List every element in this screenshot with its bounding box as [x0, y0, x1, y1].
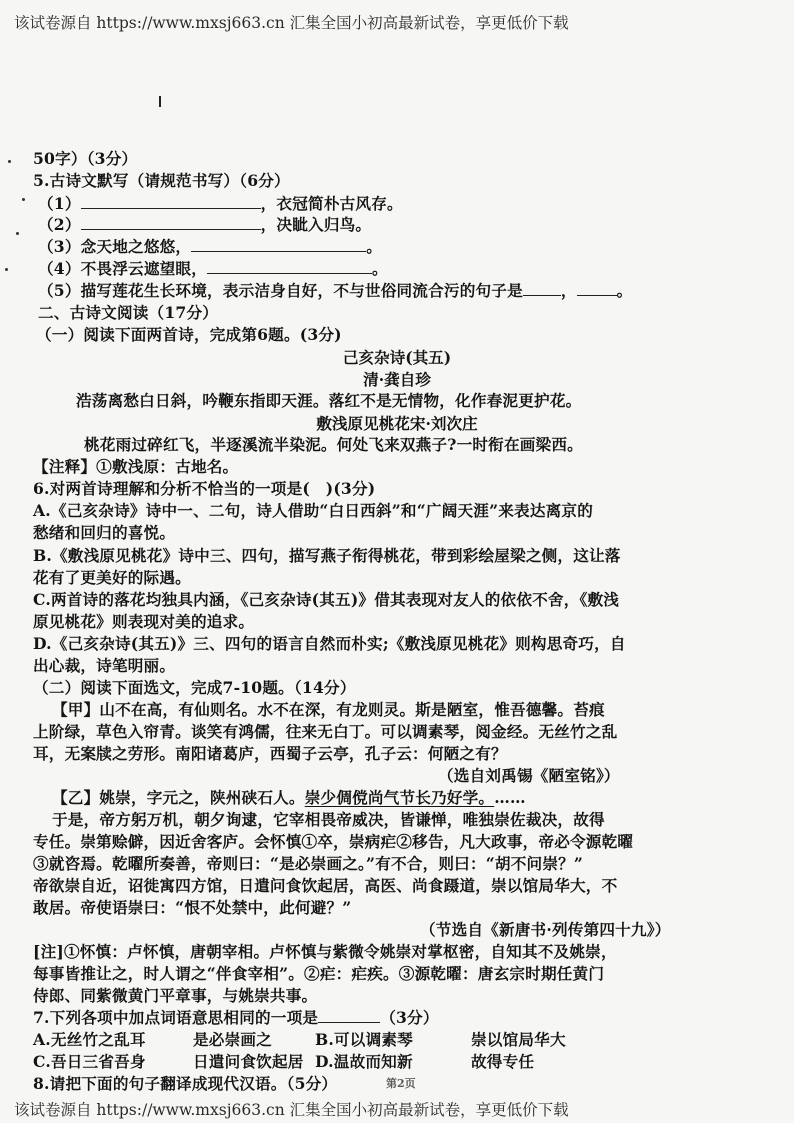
- watermark-bottom: 该试卷源自 https://www.mxsj663.cn 汇集全国小初高最新试卷，享更低价下载: [14, 1101, 569, 1119]
- recite-item-5: （5）描写莲花生长环境，表示洁身自好，不与世俗同流合污的句子是 ， 。: [38, 281, 633, 300]
- scan-mark: [159, 96, 161, 107]
- recite-item-4: （4）不畏浮云遮望眼， 。: [38, 259, 388, 278]
- underlined-sentence: 崇少倜傥尚气节长乃好学。: [304, 788, 495, 807]
- question-7-options-ab: [33, 1029, 566, 1051]
- question-6-option-b: B.《敷浅原见桃花》诗中三、四句，描写燕子衔得桃花，带到彩绘屋梁之侧，这让落: [33, 546, 621, 565]
- passage-a-line-1: 【甲】山不在高，有仙则名。水不在深，有龙则灵。斯是陋室，惟吾德馨。苔痕: [52, 700, 605, 719]
- question-6-option-a: A.《己亥杂诗》诗中一、二句，诗人借助“白日西斜”和“广阔天涯”来表达离京的: [33, 501, 594, 520]
- passage-note-1: [注]①怀慎：卢怀慎，唐朝宰相。卢怀慎与紫微令姚崇对掌枢密，自知其不及姚崇，: [33, 942, 617, 961]
- recite-item-3: （3）念天地之悠悠， 。: [38, 237, 382, 256]
- option-a-phrase-2: 是必崇画之: [193, 1030, 272, 1049]
- passage-b-line-4: ③就咨焉。乾曜所奏善，帝则曰：“是必崇画之。”有不合，则曰：“胡不问崇？”: [33, 854, 584, 873]
- poem-1-text: 浩荡离愁白日斜，吟鞭东指即天涯。落红不是无情物，化作春泥更护花。: [76, 391, 582, 410]
- option-c-phrase-1: C.吾日三省吾身: [33, 1052, 146, 1071]
- answer-blank[interactable]: [81, 194, 261, 209]
- question-8-stem: 8.请把下面的句子翻译成现代汉语。（5分）: [33, 1074, 338, 1093]
- question-6-option-c-cont: 原见桃花》则表现对美的追求。: [33, 612, 255, 631]
- recite-item-2: （2） ，决眦入归鸟。: [38, 215, 372, 234]
- option-d-phrase-2: 故得专任: [471, 1052, 535, 1071]
- question-4-tail: 50字）（3分）: [33, 149, 138, 168]
- answer-blank[interactable]: [207, 259, 372, 274]
- option-d-phrase-1: D.温故而知新: [315, 1052, 413, 1071]
- scan-speck: [16, 232, 19, 235]
- passage-b-source: （节选自《新唐书·列传第四十九》）: [420, 920, 671, 939]
- scan-speck: [8, 160, 11, 163]
- question-6-option-c: C.两首诗的落花均独具内涵，《己亥杂诗(其五)》借其表现对友人的依依不舍，《敷浅: [33, 590, 620, 609]
- poem-2-text: 桃花雨过碎红飞，半逐溪流半染泥。何处飞来双燕子?一时衔在画梁西。: [84, 435, 583, 454]
- recite-item-1: （1） ，衣冠简朴古风存。: [38, 194, 403, 213]
- question-6-option-d: D.《己亥杂诗(其五)》三、四句的语言自然而朴实;《敷浅原见桃花》则构思奇巧，自: [33, 634, 626, 653]
- passage-note-2: 每事皆推让之，时人谓之“伴食宰相”。②疟：疟疾。③源乾曜：唐玄宗时期任黄门: [33, 964, 605, 983]
- question-7-stem: 7.下列各项中加点词语意思相同的一项是 （3分）: [33, 1008, 439, 1027]
- scan-speck: [5, 268, 8, 271]
- section-2-heading: 二、古诗文阅读（17分）: [38, 303, 219, 322]
- passage-b-line-5: 帝欲崇自近，诏徙寓四方馆，日遣问食饮起居，高医、尚食蹑道，崇以馆局华大，不: [33, 876, 618, 895]
- option-a-phrase-1: A.无丝竹之乱耳: [33, 1030, 146, 1049]
- scan-speck: [22, 198, 25, 201]
- answer-blank[interactable]: [577, 281, 617, 296]
- watermark-top: 该试卷源自 https://www.mxsj663.cn 汇集全国小初高最新试卷，享更低价下载: [14, 14, 569, 32]
- part-2-heading: （二）阅读下面选文，完成7-10题。（14分）: [33, 678, 356, 697]
- passage-note-3: 侍郎、同紫微黄门平章事，与姚崇共事。: [33, 986, 318, 1005]
- question-6-option-b-cont: 花有了更美好的际遇。: [33, 568, 191, 587]
- passage-b-line-6: 敢居。帝使语崇曰：“恨不处禁中，此何避？”: [33, 898, 352, 917]
- answer-blank[interactable]: [523, 281, 561, 296]
- passage-a-line-3: 耳，无案牍之劳形。南阳诸葛庐，西蜀子云亭，孔子云：何陋之有？: [33, 744, 507, 763]
- passage-b-line-2: 于是，帝方躬万机，朝夕询逮，它宰相畏帝威决，皆谦惮，唯独崇佐裁决，故得: [52, 810, 605, 829]
- question-5-heading: 5.古诗文默写（请规范书写）（6分）: [33, 171, 290, 190]
- option-b-phrase-2: 崇以馆局华大: [471, 1030, 566, 1049]
- passage-a-source: （选自刘禹锡《陋室铭》）: [438, 766, 620, 785]
- answer-blank[interactable]: [318, 1008, 380, 1023]
- part-1-heading: （一）阅读下面两首诗，完成第6题。(3分): [36, 325, 342, 344]
- question-6-option-a-cont: 愁绪和回归的喜悦。: [33, 523, 176, 542]
- option-c-phrase-2: 日遣问食饮起居: [193, 1052, 304, 1071]
- question-7-options-cd: [33, 1051, 534, 1073]
- question-6-stem: 6.对两首诗理解和分析不恰当的一项是( )(3分): [33, 479, 376, 498]
- answer-blank[interactable]: [191, 237, 366, 252]
- poem-2-title: 敷浅原见桃花宋·刘次庄: [316, 414, 478, 433]
- option-b-phrase-1: B.可以调素琴: [315, 1030, 413, 1049]
- question-6-option-d-cont: 出心裁，诗笔明丽。: [33, 656, 176, 675]
- page-number: 第2页: [386, 1077, 416, 1090]
- answer-blank[interactable]: [81, 215, 261, 230]
- poem-1-author: 清·龚自珍: [363, 370, 431, 389]
- poem-1-title: 己亥杂诗(其五): [342, 348, 452, 367]
- passage-a-line-2: 上阶绿，草色入帘青。谈笑有鸿儒，往来无白丁。可以调素琴，阅金经。无丝竹之乱: [33, 722, 618, 741]
- passage-b-line-1: 【乙】姚崇，字元之，陕州硖石人。崇少倜傥尚气节长乃好学。……: [52, 788, 526, 807]
- passage-b-line-3: 专任。崇第赊僻，因近舍客庐。会怀慎①卒，崇病疟②移告，凡大政事，帝必令源乾曜: [33, 832, 634, 851]
- poem-note: 【注释】①敷浅原：古地名。: [33, 457, 239, 476]
